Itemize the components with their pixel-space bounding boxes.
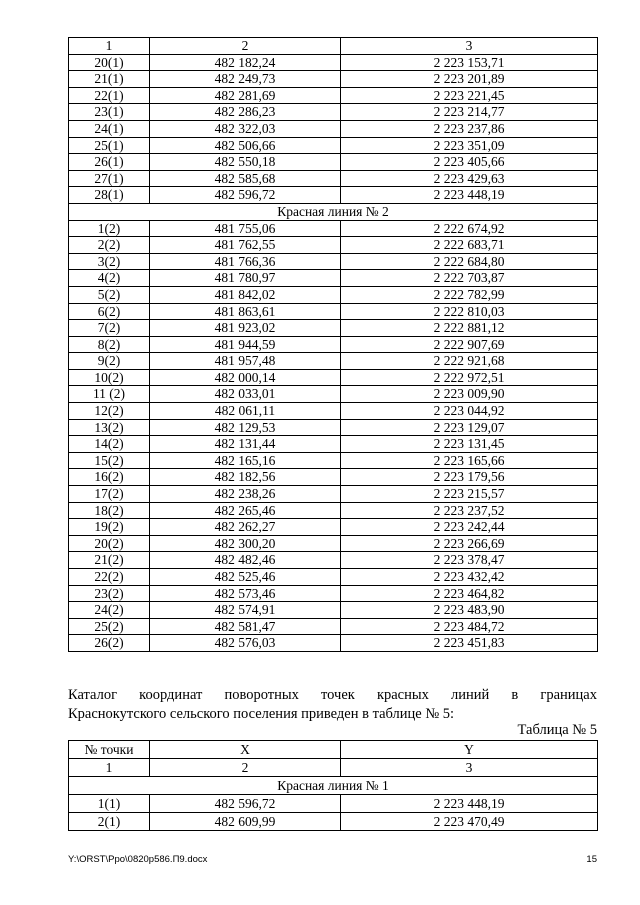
- x-coordinate: 482 585,68: [150, 170, 341, 187]
- point-number: 18(2): [69, 502, 150, 519]
- x-coordinate: 482 061,11: [150, 403, 341, 420]
- y-coordinate: 2 222 703,87: [341, 270, 598, 287]
- y-coordinate: 2 222 782,99: [341, 286, 598, 303]
- x-coordinate: 482 550,18: [150, 154, 341, 171]
- x-coordinate: 482 286,23: [150, 104, 341, 121]
- x-coordinate: 482 506,66: [150, 137, 341, 154]
- x-coordinate: 482 033,01: [150, 386, 341, 403]
- y-coordinate: 2 222 907,69: [341, 336, 598, 353]
- column-number-row: [69, 38, 598, 55]
- y-coordinate: 2 222 674,92: [341, 220, 598, 237]
- point-number: 25(2): [69, 618, 150, 635]
- table-row: [69, 452, 598, 469]
- point-number: 20(1): [69, 54, 150, 71]
- point-number: 22(2): [69, 569, 150, 586]
- table-row: [69, 137, 598, 154]
- table-row: [69, 535, 598, 552]
- coordinates-table-5: [68, 740, 598, 831]
- coordinates-table-continued: [68, 37, 598, 652]
- section-label: Красная линия № 2: [69, 203, 598, 220]
- y-coordinate: 2 223 009,90: [341, 386, 598, 403]
- header-y: Y: [341, 741, 598, 759]
- table-row: [69, 486, 598, 503]
- x-coordinate: 482 300,20: [150, 535, 341, 552]
- point-number: 24(1): [69, 120, 150, 137]
- y-coordinate: 2 223 351,09: [341, 137, 598, 154]
- table-row: [69, 253, 598, 270]
- y-coordinate: 2 222 921,68: [341, 353, 598, 370]
- x-coordinate: 482 182,56: [150, 469, 341, 486]
- catalog-paragraph-line-2: Краснокутского сельского поселения приведен в таблице № 5:: [68, 706, 455, 722]
- y-coordinate: 2 223 153,71: [341, 54, 598, 71]
- x-coordinate: 482 131,44: [150, 436, 341, 453]
- x-coordinate: 482 165,16: [150, 452, 341, 469]
- x-coordinate: 482 573,46: [150, 585, 341, 602]
- footer-file-path: Y:\ORST\Ppo\0820p586.П9.docx: [68, 854, 208, 865]
- point-number: 17(2): [69, 486, 150, 503]
- table-row: [69, 502, 598, 519]
- x-coordinate: 481 755,06: [150, 220, 341, 237]
- header-x: X: [150, 741, 341, 759]
- section-row: [69, 777, 598, 795]
- point-number: 8(2): [69, 336, 150, 353]
- point-number: 13(2): [69, 419, 150, 436]
- y-coordinate: 2 223 451,83: [341, 635, 598, 652]
- y-coordinate: 2 222 972,51: [341, 369, 598, 386]
- point-number: 14(2): [69, 436, 150, 453]
- x-coordinate: 481 957,48: [150, 353, 341, 370]
- point-number: 25(1): [69, 137, 150, 154]
- point-number: 28(1): [69, 187, 150, 204]
- y-coordinate: 2 223 448,19: [341, 795, 598, 813]
- y-coordinate: 2 223 429,63: [341, 170, 598, 187]
- table-row: [69, 386, 598, 403]
- x-coordinate: 482 482,46: [150, 552, 341, 569]
- point-number: 5(2): [69, 286, 150, 303]
- section-label: Красная линия № 1: [69, 777, 598, 795]
- point-number: 1(2): [69, 220, 150, 237]
- point-number: 9(2): [69, 353, 150, 370]
- x-coordinate: 481 944,59: [150, 336, 341, 353]
- x-coordinate: 482 000,14: [150, 369, 341, 386]
- y-coordinate: 2 223 432,42: [341, 569, 598, 586]
- catalog-paragraph-line-1: Каталог координат поворотных точек красных линий в границах: [68, 687, 597, 703]
- page-number: 15: [586, 854, 597, 865]
- x-coordinate: 482 609,99: [150, 813, 341, 831]
- y-coordinate: 2 223 201,89: [341, 71, 598, 88]
- x-coordinate: 481 923,02: [150, 320, 341, 337]
- y-coordinate: 2 223 179,56: [341, 469, 598, 486]
- point-number: 10(2): [69, 369, 150, 386]
- y-coordinate: 2 223 044,92: [341, 403, 598, 420]
- table-caption: Таблица № 5: [517, 722, 597, 738]
- table-row: [69, 187, 598, 204]
- table-row: [69, 436, 598, 453]
- x-coordinate: 482 525,46: [150, 569, 341, 586]
- x-coordinate: 481 842,02: [150, 286, 341, 303]
- column-number: 2: [150, 759, 341, 777]
- point-number: 22(1): [69, 87, 150, 104]
- y-coordinate: 2 222 684,80: [341, 253, 598, 270]
- table-row: [69, 635, 598, 652]
- x-coordinate: 482 281,69: [150, 87, 341, 104]
- y-coordinate: 2 223 448,19: [341, 187, 598, 204]
- point-number: 27(1): [69, 170, 150, 187]
- point-number: 19(2): [69, 519, 150, 536]
- y-coordinate: 2 223 237,86: [341, 120, 598, 137]
- table-row: [69, 795, 598, 813]
- x-coordinate: 482 265,46: [150, 502, 341, 519]
- x-coordinate: 482 129,53: [150, 419, 341, 436]
- x-coordinate: 481 863,61: [150, 303, 341, 320]
- point-number: 20(2): [69, 535, 150, 552]
- column-number: 1: [69, 38, 150, 55]
- point-number: 12(2): [69, 403, 150, 420]
- table-row: [69, 286, 598, 303]
- x-coordinate: 482 182,24: [150, 54, 341, 71]
- y-coordinate: 2 222 683,71: [341, 237, 598, 254]
- point-number: 15(2): [69, 452, 150, 469]
- point-number: 1(1): [69, 795, 150, 813]
- point-number: 23(2): [69, 585, 150, 602]
- column-number: 3: [341, 38, 598, 55]
- table-row: [69, 519, 598, 536]
- point-number: 2(2): [69, 237, 150, 254]
- column-number: 2: [150, 38, 341, 55]
- section-row: [69, 203, 598, 220]
- point-number: 7(2): [69, 320, 150, 337]
- table-row: [69, 336, 598, 353]
- table-row: [69, 71, 598, 88]
- y-coordinate: 2 223 483,90: [341, 602, 598, 619]
- table-row: [69, 602, 598, 619]
- point-number: 16(2): [69, 469, 150, 486]
- y-coordinate: 2 222 881,12: [341, 320, 598, 337]
- y-coordinate: 2 223 221,45: [341, 87, 598, 104]
- point-number: 21(2): [69, 552, 150, 569]
- header-point-number: № точки: [69, 741, 150, 759]
- point-number: 3(2): [69, 253, 150, 270]
- point-number: 23(1): [69, 104, 150, 121]
- x-coordinate: 481 766,36: [150, 253, 341, 270]
- x-coordinate: 482 596,72: [150, 187, 341, 204]
- point-number: 24(2): [69, 602, 150, 619]
- table-row: [69, 552, 598, 569]
- x-coordinate: 482 322,03: [150, 120, 341, 137]
- point-number: 2(1): [69, 813, 150, 831]
- table-header-row: [69, 741, 598, 759]
- y-coordinate: 2 223 237,52: [341, 502, 598, 519]
- x-coordinate: 481 762,55: [150, 237, 341, 254]
- y-coordinate: 2 223 214,77: [341, 104, 598, 121]
- x-coordinate: 482 596,72: [150, 795, 341, 813]
- y-coordinate: 2 223 378,47: [341, 552, 598, 569]
- column-number: 1: [69, 759, 150, 777]
- x-coordinate: 481 780,97: [150, 270, 341, 287]
- table-row: [69, 270, 598, 287]
- y-coordinate: 2 223 131,45: [341, 436, 598, 453]
- table-row: [69, 469, 598, 486]
- x-coordinate: 482 574,91: [150, 602, 341, 619]
- x-coordinate: 482 576,03: [150, 635, 341, 652]
- table-row: [69, 237, 598, 254]
- y-coordinate: 2 223 266,69: [341, 535, 598, 552]
- y-coordinate: 2 223 484,72: [341, 618, 598, 635]
- point-number: 26(1): [69, 154, 150, 171]
- y-coordinate: 2 223 464,82: [341, 585, 598, 602]
- table-row: [69, 154, 598, 171]
- table-row: [69, 403, 598, 420]
- y-coordinate: 2 223 165,66: [341, 452, 598, 469]
- y-coordinate: 2 223 129,07: [341, 419, 598, 436]
- table-row: [69, 353, 598, 370]
- point-number: 6(2): [69, 303, 150, 320]
- y-coordinate: 2 223 470,49: [341, 813, 598, 831]
- x-coordinate: 482 262,27: [150, 519, 341, 536]
- table-row: [69, 303, 598, 320]
- column-number-row: [69, 759, 598, 777]
- table-row: [69, 54, 598, 71]
- table-row: [69, 618, 598, 635]
- y-coordinate: 2 222 810,03: [341, 303, 598, 320]
- table-row: [69, 120, 598, 137]
- y-coordinate: 2 223 242,44: [341, 519, 598, 536]
- table-row: [69, 585, 598, 602]
- table-row: [69, 170, 598, 187]
- point-number: 21(1): [69, 71, 150, 88]
- y-coordinate: 2 223 405,66: [341, 154, 598, 171]
- table-row: [69, 569, 598, 586]
- table-row: [69, 220, 598, 237]
- y-coordinate: 2 223 215,57: [341, 486, 598, 503]
- table-row: [69, 369, 598, 386]
- point-number: 11 (2): [69, 386, 150, 403]
- table-row: [69, 104, 598, 121]
- point-number: 4(2): [69, 270, 150, 287]
- point-number: 26(2): [69, 635, 150, 652]
- x-coordinate: 482 238,26: [150, 486, 341, 503]
- table-row: [69, 320, 598, 337]
- x-coordinate: 482 249,73: [150, 71, 341, 88]
- table-row: [69, 419, 598, 436]
- table-row: [69, 813, 598, 831]
- table-row: [69, 87, 598, 104]
- x-coordinate: 482 581,47: [150, 618, 341, 635]
- column-number: 3: [341, 759, 598, 777]
